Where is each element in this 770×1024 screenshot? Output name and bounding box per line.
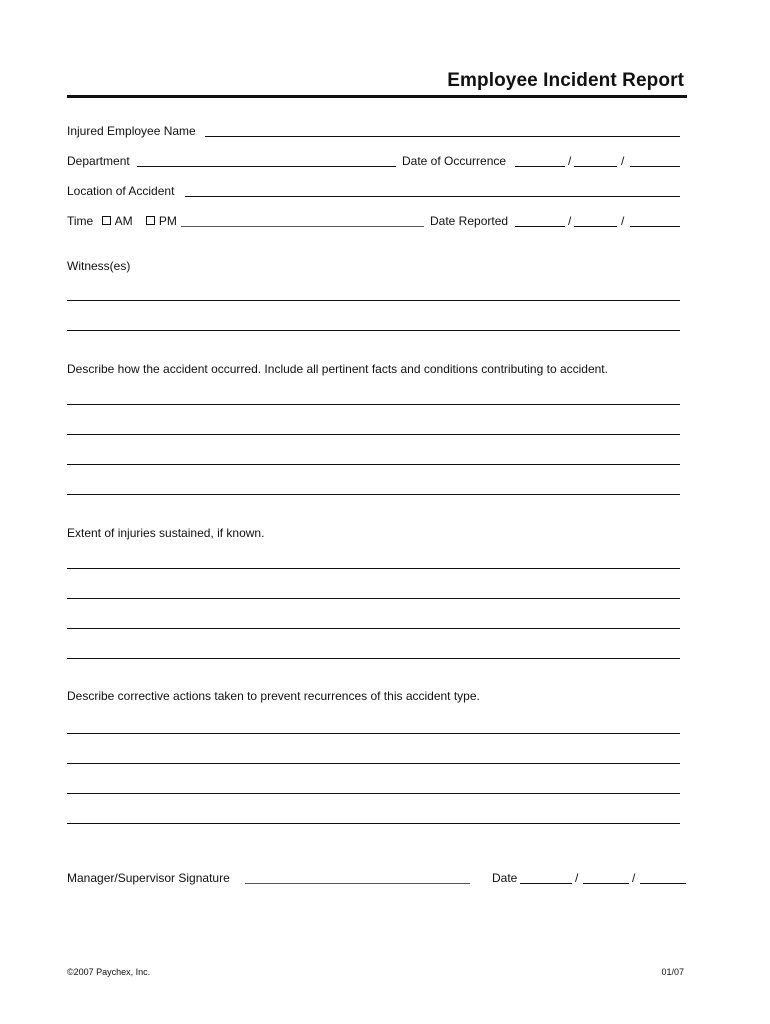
- date-separator: /: [575, 871, 579, 885]
- manager-signature-field[interactable]: [245, 883, 470, 884]
- reported-year-field[interactable]: [630, 226, 680, 227]
- describe-accident-line-1[interactable]: [67, 404, 680, 405]
- form-title: Employee Incident Report: [447, 70, 684, 91]
- time-label: Time: [67, 214, 94, 228]
- time-row: [67, 214, 177, 228]
- date-separator: /: [568, 214, 572, 228]
- date-separator: /: [621, 214, 625, 228]
- reported-month-field[interactable]: [515, 226, 565, 227]
- extent-of-injuries-line-1[interactable]: [67, 568, 680, 569]
- department-label: Department: [67, 154, 130, 168]
- occurrence-year-field[interactable]: [630, 166, 680, 167]
- date-reported-label: Date Reported: [430, 214, 509, 228]
- extent-of-injuries-label: Extent of injuries sustained, if known.: [67, 526, 265, 540]
- date-of-occurrence-label: Date of Occurrence: [402, 154, 507, 168]
- occurrence-day-field[interactable]: [574, 166, 617, 167]
- corrective-actions-line-3[interactable]: [67, 793, 680, 794]
- date-separator: /: [632, 871, 636, 885]
- am-label: AM: [114, 214, 133, 228]
- signature-date-label: Date: [492, 871, 518, 885]
- injured-employee-name-label: Injured Employee Name: [67, 124, 196, 138]
- manager-signature-label: Manager/Supervisor Signature: [67, 871, 230, 885]
- extent-of-injuries-line-4[interactable]: [67, 658, 680, 659]
- department-field[interactable]: [137, 166, 396, 167]
- signature-day-field[interactable]: [583, 883, 629, 884]
- am-checkbox[interactable]: [102, 216, 111, 225]
- describe-accident-line-2[interactable]: [67, 434, 680, 435]
- describe-accident-label: Describe how the accident occurred. Include all pertinent facts and conditions contributing to accident.: [67, 362, 608, 376]
- corrective-actions-line-1[interactable]: [67, 733, 680, 734]
- occurrence-month-field[interactable]: [515, 166, 565, 167]
- title-rule: [67, 95, 687, 98]
- witnesses-line-1[interactable]: [67, 300, 680, 301]
- signature-month-field[interactable]: [520, 883, 572, 884]
- time-field[interactable]: [181, 226, 424, 227]
- pm-label: PM: [158, 214, 177, 228]
- witnesses-label: Witness(es): [67, 259, 131, 273]
- reported-day-field[interactable]: [574, 226, 617, 227]
- corrective-actions-label: Describe corrective actions taken to prevent recurrences of this accident type.: [67, 689, 480, 703]
- corrective-actions-line-2[interactable]: [67, 763, 680, 764]
- date-separator: /: [568, 154, 572, 168]
- witnesses-line-2[interactable]: [67, 330, 680, 331]
- describe-accident-line-3[interactable]: [67, 464, 680, 465]
- location-of-accident-field[interactable]: [185, 196, 680, 197]
- extent-of-injuries-line-2[interactable]: [67, 598, 680, 599]
- injured-employee-name-field[interactable]: [205, 136, 680, 137]
- extent-of-injuries-line-3[interactable]: [67, 628, 680, 629]
- signature-year-field[interactable]: [640, 883, 686, 884]
- date-separator: /: [621, 154, 625, 168]
- copyright-text: ©2007 Paychex, Inc.: [67, 967, 151, 977]
- pm-checkbox[interactable]: [146, 216, 155, 225]
- form-version: 01/07: [661, 967, 684, 977]
- describe-accident-line-4[interactable]: [67, 494, 680, 495]
- location-of-accident-label: Location of Accident: [67, 184, 175, 198]
- corrective-actions-line-4[interactable]: [67, 823, 680, 824]
